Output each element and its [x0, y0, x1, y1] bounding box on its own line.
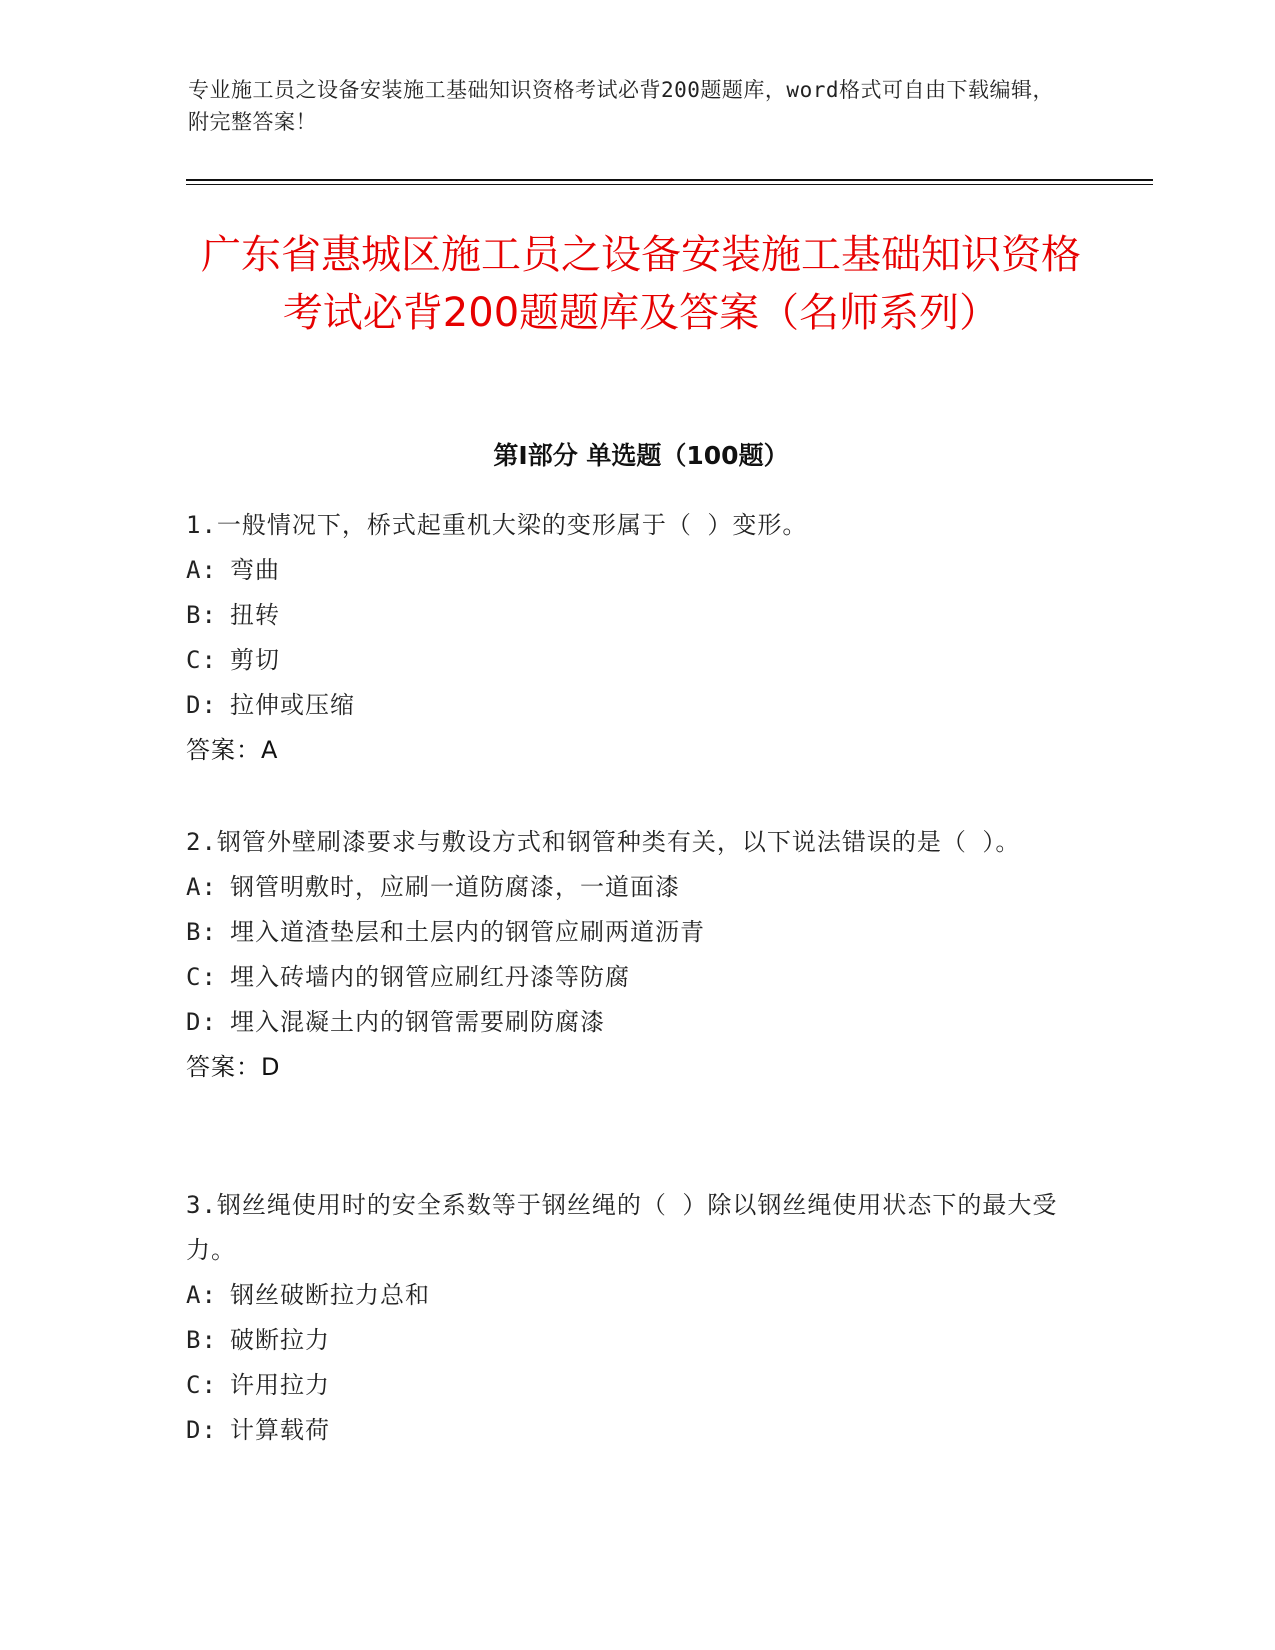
option-text: 弯曲 [230, 556, 280, 584]
option-text: 埋入混凝土内的钢管需要刷防腐漆 [230, 1008, 605, 1036]
option-a [186, 1273, 1066, 1318]
option-c [186, 1363, 1066, 1408]
question-2 [186, 820, 1066, 1090]
option-text: 埋入砖墙内的钢管应刷红丹漆等防腐 [230, 963, 630, 991]
option-b [186, 1318, 1066, 1363]
option-text: 计算载荷 [230, 1416, 330, 1444]
option-text: 破断拉力 [230, 1326, 330, 1354]
option-text: 剪切 [230, 646, 280, 674]
option-d [186, 1000, 1066, 1045]
option-key: B: [186, 918, 217, 946]
option-key: C: [186, 646, 217, 674]
question-stem: 3.钢丝绳使用时的安全系数等于钢丝绳的（ ）除以钢丝绳使用状态下的最大受力。 [186, 1191, 1058, 1264]
header-rule-thin [186, 184, 1153, 185]
question-3 [186, 1183, 1066, 1453]
option-d [186, 1408, 1066, 1453]
option-key: B: [186, 1326, 217, 1354]
option-text: 拉伸或压缩 [230, 691, 355, 719]
option-key: B: [186, 601, 217, 629]
question-1 [186, 503, 1066, 773]
option-a [186, 865, 1066, 910]
document-title: 广东省惠城区施工员之设备安装施工基础知识资格考试必背200题题库及答案（名师系列） [201, 232, 1081, 336]
option-key: A: [186, 873, 217, 901]
option-text: 许用拉力 [230, 1371, 330, 1399]
header-note: 专业施工员之设备安装施工基础知识资格考试必背200题题库，word格式可自由下载编辑，附完整答案！ [188, 78, 1054, 134]
option-c [186, 638, 1066, 683]
header-rule [186, 179, 1153, 181]
answer: 答案：A [186, 736, 279, 764]
option-d [186, 683, 1066, 728]
option-b [186, 593, 1066, 638]
answer: 答案：D [186, 1053, 281, 1081]
option-text: 埋入道渣垫层和土层内的钢管应刷两道沥青 [230, 918, 705, 946]
option-text: 钢管明敷时，应刷一道防腐漆，一道面漆 [230, 873, 680, 901]
option-a [186, 548, 1066, 593]
section-title: 第Ⅰ部分 单选题（100题） [493, 441, 789, 470]
question-stem: 1.一般情况下，桥式起重机大梁的变形属于（ ）变形。 [186, 511, 808, 539]
option-key: A: [186, 556, 217, 584]
option-text: 钢丝破断拉力总和 [230, 1281, 430, 1309]
option-key: C: [186, 1371, 217, 1399]
option-c [186, 955, 1066, 1000]
option-key: D: [186, 1008, 217, 1036]
question-stem: 2.钢管外壁刷漆要求与敷设方式和钢管种类有关，以下说法错误的是（ ）。 [186, 828, 1021, 856]
option-key: D: [186, 691, 217, 719]
option-b [186, 910, 1066, 955]
option-key: A: [186, 1281, 217, 1309]
option-key: C: [186, 963, 217, 991]
option-key: D: [186, 1416, 217, 1444]
option-text: 扭转 [230, 601, 280, 629]
